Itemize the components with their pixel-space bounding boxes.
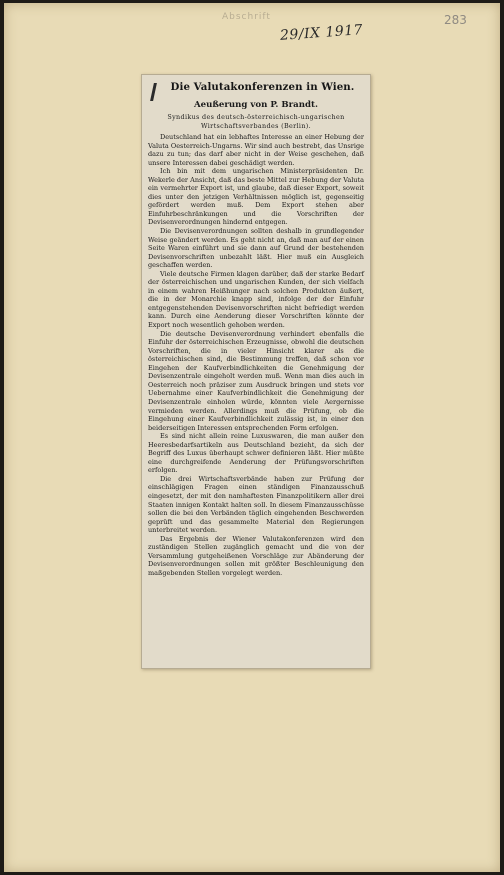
article-byline: Syndikus des deutsch-österreichisch-ungarischen Wirtschaftsverbandes (Berlin). (167, 113, 345, 130)
newspaper-clipping (141, 74, 371, 669)
article-headline: Die Valutakonferenzen in Wien. (170, 81, 355, 93)
handwritten-date: 29/IX 1917 (279, 22, 364, 44)
article-paragraph: Viele deutsche Firmen klagen darüber, daß der starke Bedarf der österreichischen und ungarischen Kunden, der sich vielfach in einem wahren Heißhunger nach solchen Produkten äußert, die in der Monarchie knapp sind, infolge der der Einfuhr entgegenstehenden Devisenvorschriften nicht befriedigt werden kann. Durch eine Aenderung dieser Vorschriften könnte der Export noch wesentlich gehoben werden. (148, 269, 364, 330)
article-paragraph: Die deutsche Devisenverordnung verhindert ebenfalls die Einfuhr der österreichischen Erzeugnisse, obwohl die deutschen Vorschriften, die in vieler Hinsicht klarer als die österreichischen sind, die Bestimmung treffen, daß schon vor Eingehen der Kaufverbindlichkeiten die Genehmigung der Devisenzentrale eingeholt werden muß. Wenn man dies auch in Oesterreich noch präziser zum Ausdruck bringen und stets vor Uebernahme einer Kaufverbindlichkeit die Genehmigung der Devisenzentrale einholen würde, könnten viele Aergernisse vermieden werden. Allerdings muß die Prüfung, ob die Eingehung einer Kaufverbindlichkeit zulässig ist, in einer den beiderseitigen Interessen entsprechenden Form erfolgen. (148, 329, 364, 432)
article-paragraph: Die drei Wirtschaftsverbände haben zur Prüfung der einschlägigen Fragen einen ständigen Finanzausschuß eingesetzt, der mit den namhaftesten Finanzpolitikern aller drei Staaten innigen Kontakt halten soll. In diesem Finanzausschüsse sollen die bei den Verbänden täglich eingehenden Beschwerden geprüft und das gesammelte Material den Regierungen unterbreitet werden. (148, 474, 364, 535)
article-paragraph: Ich bin mit dem ungarischen Ministerpräsidenten Dr. Wekerle der Ansicht, daß das beste Mittel zur Hebung der Valuta ein vermehrter Export ist, und glaube, daß dieser Export, soweit dies unter den jetzigen Verhältnissen möglich ist, gegenseitig gefördert werden muß. Dem Export stehen aber Einfuhrbeschränkungen und die Vorschriften der Devisenverordnungen hindernd entgegen. (148, 167, 364, 227)
page-number: 283 (444, 13, 467, 27)
article-paragraph: Es sind nicht allein reine Luxuswaren, die man außer den Heeresbedarfsartikeln aus Deutschland bezieht, da sich der Begriff des Luxus überhaupt schwer definieren läßt. Hier müßte eine durchgreifende Aenderung der Prüfungsvorschriften erfolgen. (148, 432, 364, 475)
archive-sheet (4, 3, 500, 872)
column-marker-icon (150, 83, 157, 101)
article-body (148, 133, 364, 577)
article-paragraph: Die Devisenverordnungen sollten deshalb in grundlegender Weise geändert werden. Es geht nicht an, daß man auf der einen Seite Waren einführt und sie dann auf Grund der bestehenden Devisenvorschriften unbezahlt läßt. Hier muß ein Ausgleich geschaffen werden. (148, 227, 364, 270)
faint-stamp: Abschrift (222, 12, 271, 22)
article-paragraph: Deutschland hat ein lebhaftes Interesse an einer Hebung der Valuta Oesterreich-Ungarns. Wir sind auch bestrebt, das Unsrige dazu zu tun; das darf aber nicht in der Weise geschehen, daß unsere Interessen dabei geschädigt werden. (148, 133, 364, 167)
article-paragraph: Das Ergebnis der Wiener Valutakonferenzen wird den zuständigen Stellen zugänglich gemacht und die von der Versammlung gutgeheißenen Vorschläge zur Abänderung der Devisenverordnungen sollen mit größter Beschleunigung den maßgebenden Stellen vorgelegt werden. (148, 534, 364, 577)
article-subheadline: Aeußerung von P. Brandt. (194, 100, 318, 110)
